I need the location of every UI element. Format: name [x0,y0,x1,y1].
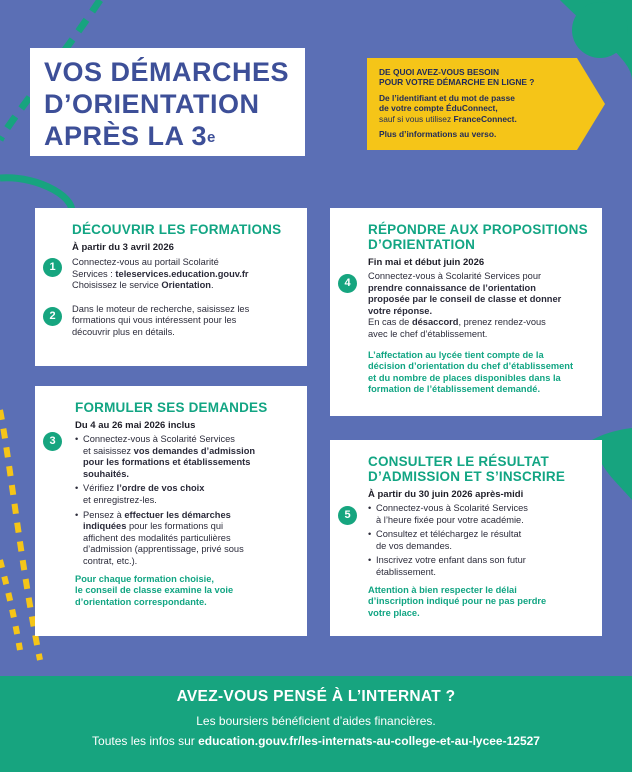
step2-line-b: formations qui vous intéressent pour les [72,315,237,326]
step1-service: Orientation [161,280,211,291]
banner-title: AVEZ-VOUS PENSÉ À L’INTERNAT ? [176,688,456,705]
b3-2a: Vérifiez [83,483,115,494]
step1-line-c: Choisissez le service [72,280,159,291]
card-formuler [35,386,307,636]
card-formuler-date: Du 4 au 26 mai 2026 inclus [75,420,196,431]
title-line-3 [44,120,293,152]
b3-3a: Pensez à [83,509,122,520]
note4-a: Attention à bien respecter le délai [368,584,517,595]
b4-1b: à l’heure fixée pour votre académie. [376,514,524,525]
card-repondre-note [368,350,590,396]
b3-3e: contrat, etc.). [83,555,138,566]
s4-line-a: Connectez-vous à Scolarité Services pour [368,271,542,281]
card-consulter-list [368,503,590,579]
card-consulter-note [368,585,590,620]
step-4-badge: 4 [338,274,357,293]
s4-line-f: avec le chef d’établissement. [368,328,488,339]
step1-line-a: Connectez-vous au portail Scolarité [72,257,219,267]
b3-3b-bold: indiquées [83,521,127,532]
note3-c: d’orientation correspondante. [75,596,207,607]
step1-line-b: Services : [72,268,113,279]
s4-line-c: proposée par le conseil de classe et donner [368,294,562,305]
info-text-2: Plus d’informations au verso. [379,129,497,140]
list-item [75,483,295,506]
internat-link[interactable]: education.gouv.fr/les-internats-au-college-et-au-lycee-12527 [198,734,540,748]
card-repondre-title-1: RÉPONDRE AUX PROPOSITIONS [368,222,588,237]
note3-b: le conseil de classe examine la voie [75,585,234,596]
info-callout [367,58,605,150]
s4-line-b: prendre connaissance de l’orientation [368,282,536,293]
b4-2a: Consultez et téléchargez le résultat [376,529,522,540]
title-line-2: D’ORIENTATION [44,89,260,119]
step1-portal-link[interactable]: teleservices.education.gouv.fr [115,268,249,279]
step2-line-a: Dans le moteur de recherche, saisissez les [72,303,250,314]
list-item [368,503,590,526]
step-1-badge: 1 [43,258,62,277]
card-repondre-date: Fin mai et début juin 2026 [368,257,485,268]
step-3-badge: 3 [43,432,62,451]
internat-banner [0,676,632,772]
info-text-1b: de votre compte [379,103,444,114]
title-line-3-text: APRÈS LA 3 [44,121,208,151]
card-consulter-title-2: D’ADMISSION ET S’INSCRIRE [368,469,566,484]
card-consulter-date: À partir du 30 juin 2026 après-midi [368,489,524,500]
title-line-1: VOS DÉMARCHES [44,57,290,87]
b4-1a: Connectez-vous à Scolarité Services [376,503,528,513]
banner-line-2-pre: Toutes les infos sur [92,734,195,748]
info-educonnect: ÉduConnect, [446,103,498,114]
b3-2a-bold: l’ordre de vos choix [116,483,205,494]
b3-3a-bold: effectuer les démarches [124,509,231,520]
card-formuler-note [75,574,295,609]
list-item [368,529,590,552]
list-item [368,555,590,578]
step1-punct: . [211,280,214,291]
card-consulter [330,440,602,636]
info-question-2: POUR VOTRE DÉMARCHE EN LIGNE ? [379,77,535,88]
note2-a: L’affectation au lycée tient compte de la [368,349,544,360]
s4-line-e-pre: En cas de [368,317,410,328]
b3-3d: d’admission (apprentissage, privé sous [83,544,244,555]
b3-1c: pour les formations et établissements [83,457,251,468]
b3-2b: et enregistrez-les. [83,494,157,505]
s4-line-d: votre réponse. [368,305,433,316]
card-decouvrir-date: À partir du 3 avril 2026 [72,242,174,253]
info-question-1: DE QUOI AVEZ-VOUS BESOIN [379,67,500,77]
title-superscript: e [207,129,216,146]
card-repondre [330,208,602,416]
page-title [30,48,305,156]
s4-line-e-end: , prenez rendez-vous [458,317,546,328]
banner-line-2 [0,734,632,748]
card-repondre-title-2: D’ORIENTATION [368,237,476,252]
b4-3a: Inscrivez votre enfant dans son futur [376,555,526,566]
info-franceconnect: FranceConnect. [453,113,517,124]
note2-d: formation de l’établissement demandé. [368,384,541,395]
list-item [75,510,295,568]
s4-desaccord: désaccord [411,317,459,328]
card-formuler-title: FORMULER SES DEMANDES [75,400,268,415]
b3-3c: affichent des modalités particulières [83,532,231,543]
info-text-1a: De l’identifiant et du mot de passe [379,92,515,103]
card-consulter-title-1: CONSULTER LE RÉSULTAT [368,454,549,469]
banner-line-1: Les boursiers bénéficient d’aides financières. [196,714,436,728]
note2-b: décision d’orientation du chef d’établissement [368,361,574,372]
b4-2b: de vos demandes. [376,540,452,551]
note2-c: et du nombre de places disponibles dans la [368,372,561,383]
card-formuler-list [75,434,295,568]
step-2-badge: 2 [43,307,62,326]
note4-b: d’inscription indiqué pour ne pas perdre [368,596,547,607]
b3-3b: pour les formations qui [129,521,224,532]
b3-1b-bold: vos demandes d’admission [133,445,256,456]
step2-line-c: découvrir plus en détails. [72,326,175,337]
card-decouvrir [35,208,307,366]
note4-c: votre place. [368,607,420,618]
info-text-1c: sauf si vous utilisez [379,113,452,124]
card-decouvrir-title: DÉCOUVRIR LES FORMATIONS [72,222,282,237]
b4-3b: établissement. [376,566,436,577]
b3-1b: et saisissez [83,445,132,456]
b3-1a: Connectez-vous à Scolarité Services [83,434,235,444]
note3-a: Pour chaque formation choisie, [75,573,214,584]
list-item [75,434,295,480]
step-5-badge: 5 [338,506,357,525]
b3-1d: souhaités. [83,468,129,479]
